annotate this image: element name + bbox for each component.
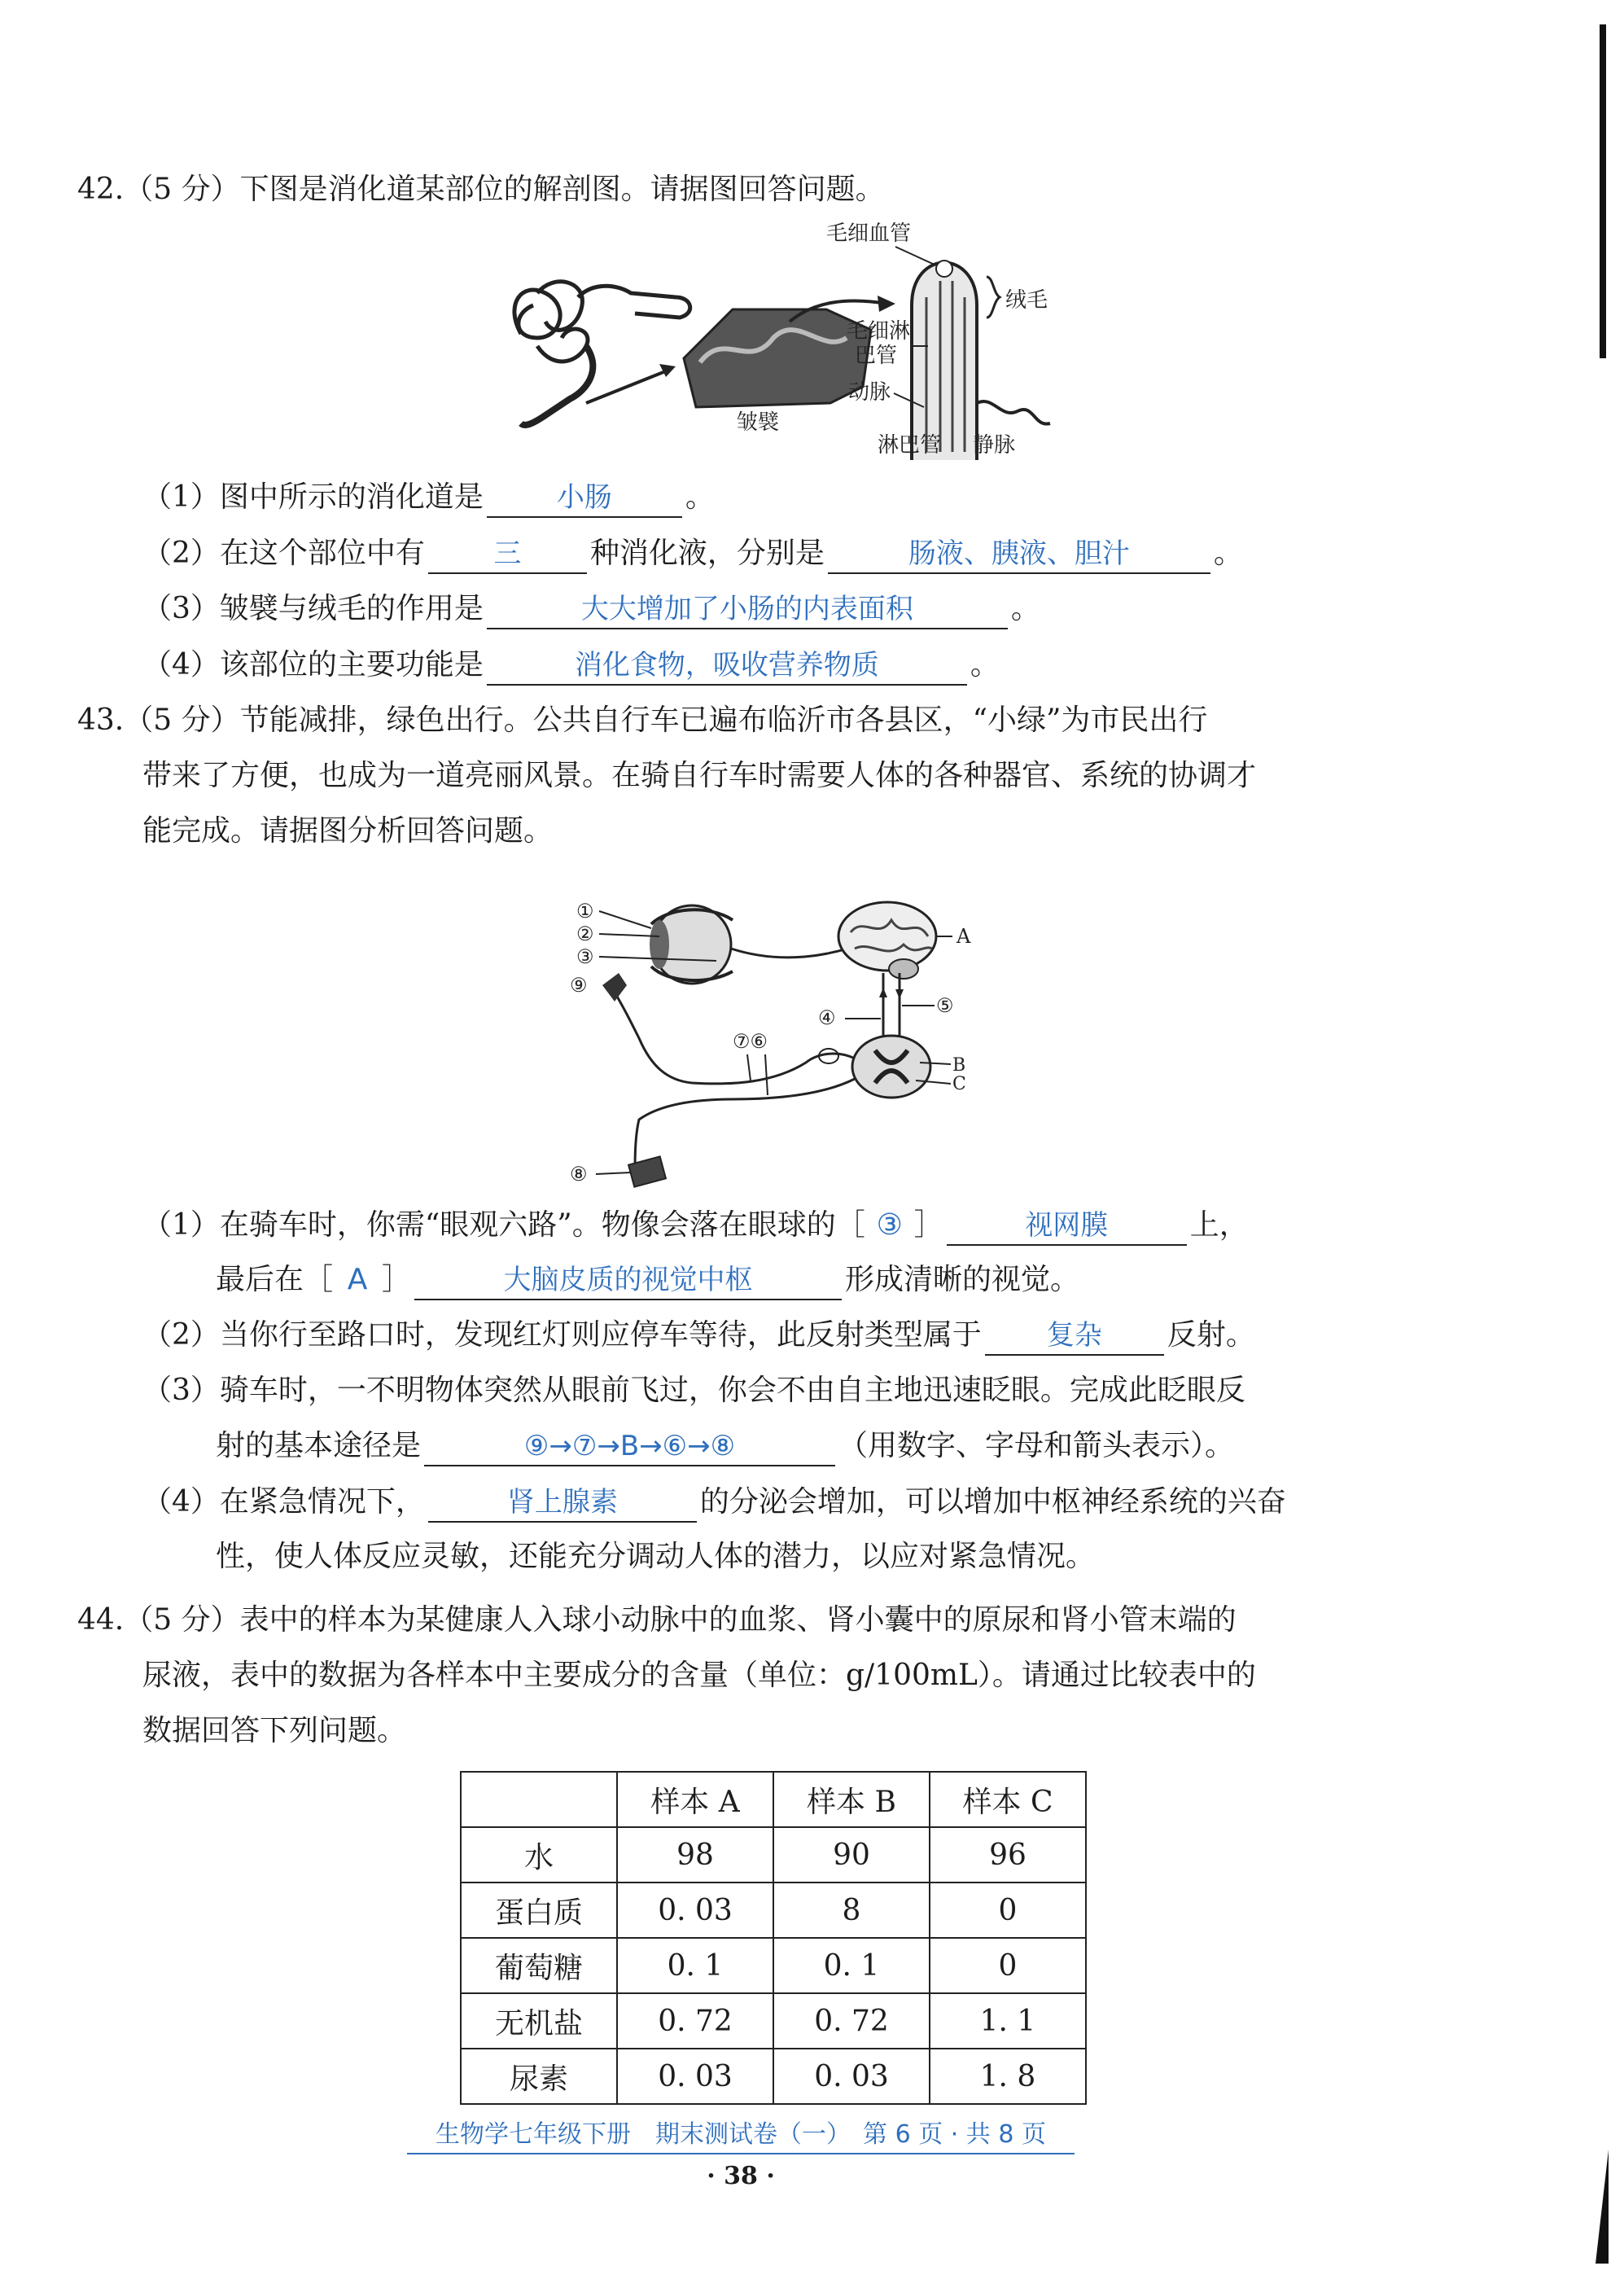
label-A: A bbox=[956, 925, 971, 948]
q43-s3b-post: （用数字、字母和箭头表示）。 bbox=[838, 1429, 1235, 1462]
edge-bar-top bbox=[1600, 24, 1606, 358]
q42-s3-answer: 大大增加了小肠的内表面积 bbox=[487, 590, 1008, 629]
table-cell: 90 bbox=[773, 1827, 930, 1883]
q43-s3b-pre: 射的基本途径是 bbox=[216, 1429, 422, 1462]
table-cell: 0. 03 bbox=[617, 1883, 773, 1938]
q43-sub2 bbox=[142, 1307, 1255, 1364]
table-cell: 1. 1 bbox=[930, 1993, 1086, 2049]
table-cell: 无机盐 bbox=[461, 1993, 617, 2049]
q44-line2: 尿液，表中的数据为各样本中主要成分的含量（单位：g/100mL）。请通过比较表中的 bbox=[142, 1659, 1256, 1692]
table-cell: 98 bbox=[617, 1827, 773, 1883]
q43-s3b-answer: ⑨→⑦→B→⑥→⑧ bbox=[424, 1427, 835, 1466]
table-cell: 尿素 bbox=[461, 2049, 617, 2104]
q42-s1-pre: （1）图中所示的消化道是 bbox=[142, 480, 484, 514]
q43-s1b-post: 形成清晰的视觉。 bbox=[845, 1263, 1080, 1296]
q43-s1b-pre: 最后在［ bbox=[216, 1263, 334, 1296]
table-cell: 0 bbox=[930, 1938, 1086, 1993]
table-cell: 0 bbox=[930, 1883, 1086, 1938]
label-fold: 皱襞 bbox=[737, 410, 780, 435]
q43-s2-post: 反射。 bbox=[1167, 1318, 1255, 1352]
q43-sub3: （3）骑车时，一不明物体突然从眼前飞过，你会不由自主地迅速眨眼。完成此眨眼反 bbox=[142, 1374, 1245, 1407]
label-villus: 绒毛 bbox=[1005, 288, 1048, 313]
q42-s4-pre: （4）该部位的主要功能是 bbox=[142, 648, 484, 682]
q43-s1-bracket-answer: ③ bbox=[876, 1208, 903, 1242]
table-row bbox=[461, 1827, 1086, 1883]
label-n5: ⑤ bbox=[936, 994, 954, 1017]
label-artery: 动脉 bbox=[848, 380, 891, 405]
q43-sub3b bbox=[216, 1418, 1234, 1475]
q43-s4-answer: 肾上腺素 bbox=[428, 1484, 697, 1523]
q43-s4-pre: （4）在紧急情况下， bbox=[142, 1485, 425, 1519]
label-lymph-capillary-1: 毛细淋 bbox=[847, 319, 911, 344]
q43-s1-mid: ］ bbox=[913, 1208, 943, 1242]
q43-sub1b bbox=[216, 1251, 1079, 1308]
table-cell: 0. 72 bbox=[617, 1993, 773, 2049]
label-n3: ③ bbox=[576, 945, 594, 968]
q44-heading: 44.（5 分）表中的样本为某健康人入球小动脉中的血浆、肾小囊中的原尿和肾小管末端的 bbox=[77, 1603, 1237, 1637]
q43-s1-answer: 视网膜 bbox=[947, 1207, 1187, 1246]
label-n9: ⑨ bbox=[570, 974, 588, 997]
label-capillary: 毛细血管 bbox=[826, 221, 912, 246]
q42-heading: 42.（5 分）下图是消化道某部位的解剖图。请据图回答问题。 bbox=[77, 173, 885, 206]
edge-triangle-bottom bbox=[1596, 2150, 1609, 2264]
q43-s1b-mid: ］ bbox=[382, 1263, 412, 1296]
table-cell: 蛋白质 bbox=[461, 1883, 617, 1938]
q43-heading: 43.（5 分）节能减排，绿色出行。公共自行车已遍布临沂市各县区，“小绿”为市民出行 bbox=[77, 703, 1208, 737]
q42-sub4 bbox=[142, 637, 1000, 694]
q42-s2-answer-2: 肠液、胰液、胆汁 bbox=[828, 535, 1210, 574]
sample-table bbox=[460, 1771, 1087, 2105]
label-lymph-capillary-2: 巴管 bbox=[855, 344, 898, 368]
q42-s2-mid: 种消化液，分别是 bbox=[589, 537, 825, 570]
q42-s3-post: 。 bbox=[1010, 592, 1040, 625]
q42-s4-answer: 消化食物，吸收营养物质 bbox=[487, 647, 967, 686]
q42-s2-answer-1: 三 bbox=[428, 535, 587, 574]
table-cell: 0. 1 bbox=[617, 1938, 773, 1993]
table-row bbox=[461, 1938, 1086, 1993]
intestine-diagram bbox=[488, 216, 1075, 460]
table-row bbox=[461, 1993, 1086, 2049]
q42-sub3 bbox=[142, 581, 1040, 638]
page-footer: 生物学七年级下册 期末测试卷（一） 第 6 页 · 共 8 页 bbox=[407, 2117, 1075, 2154]
q42-s3-pre: （3）皱襞与绒毛的作用是 bbox=[142, 592, 484, 625]
q43-s2-answer: 复杂 bbox=[985, 1317, 1164, 1356]
q43-sub4 bbox=[142, 1474, 1286, 1531]
q42-sub1 bbox=[142, 469, 715, 526]
q43-line2: 带来了方便，也成为一道亮丽风景。在骑自行车时需要人体的各种器官、系统的协调才 bbox=[142, 759, 1257, 792]
q43-s1-pre: （1）在骑车时，你需“眼观六路”。物像会落在眼球的［ bbox=[142, 1208, 865, 1242]
table-cell: 1. 8 bbox=[930, 2049, 1086, 2104]
table-cell: 96 bbox=[930, 1827, 1086, 1883]
label-vein: 静脉 bbox=[973, 433, 1016, 458]
table-cell: 8 bbox=[773, 1883, 930, 1938]
q42-s1-answer: 小肠 bbox=[487, 479, 682, 518]
q42-s2-post: 。 bbox=[1213, 537, 1243, 570]
table-header-row bbox=[461, 1772, 1086, 1827]
q42-s2-pre: （2）在这个部位中有 bbox=[142, 537, 425, 570]
table-row bbox=[461, 2049, 1086, 2104]
table-cell: 水 bbox=[461, 1827, 617, 1883]
table-row bbox=[461, 1883, 1086, 1938]
q43-s4-post: 的分泌会增加，可以增加中枢神经系统的兴奋 bbox=[699, 1485, 1286, 1519]
q43-s1b-answer: 大脑皮质的视觉中枢 bbox=[414, 1261, 842, 1300]
q43-s1b-bracket-answer: A bbox=[347, 1263, 368, 1296]
label-B: B bbox=[952, 1055, 966, 1076]
q42-s4-post: 。 bbox=[970, 648, 1000, 682]
q43-line3: 能完成。请据图分析回答问题。 bbox=[142, 814, 554, 848]
label-n8: ⑧ bbox=[570, 1163, 588, 1186]
reflex-diagram bbox=[570, 892, 1009, 1189]
table-cell: 0. 72 bbox=[773, 1993, 930, 2049]
label-lymph-vessel: 淋巴管 bbox=[878, 433, 942, 458]
q43-sub4b: 性，使人体反应灵敏，还能充分调动人体的潜力，以应对紧急情况。 bbox=[216, 1540, 1096, 1573]
table-header-cell: 样本 A bbox=[617, 1772, 773, 1827]
q43-s2-pre: （2）当你行至路口时，发现红灯则应停车等待，此反射类型属于 bbox=[142, 1318, 982, 1352]
q44-line3: 数据回答下列问题。 bbox=[142, 1714, 407, 1747]
table-cell: 葡萄糖 bbox=[461, 1938, 617, 1993]
q42-s1-post: 。 bbox=[685, 480, 715, 514]
page-number: · 38 · bbox=[707, 2162, 775, 2190]
label-n1: ① bbox=[576, 900, 594, 923]
q43-s1-post: 上， bbox=[1189, 1208, 1249, 1242]
label-C: C bbox=[952, 1074, 966, 1094]
table-header-cell bbox=[461, 1772, 617, 1827]
label-n7-n6: ⑦⑥ bbox=[733, 1030, 768, 1053]
table-header-cell: 样本 C bbox=[930, 1772, 1086, 1827]
label-n2: ② bbox=[576, 923, 594, 945]
q43-sub1 bbox=[142, 1197, 1249, 1254]
table-cell: 0. 1 bbox=[773, 1938, 930, 1993]
table-cell: 0. 03 bbox=[773, 2049, 930, 2104]
q42-sub2 bbox=[142, 525, 1243, 582]
label-n4: ④ bbox=[818, 1006, 836, 1029]
table-cell: 0. 03 bbox=[617, 2049, 773, 2104]
table-header-cell: 样本 B bbox=[773, 1772, 930, 1827]
